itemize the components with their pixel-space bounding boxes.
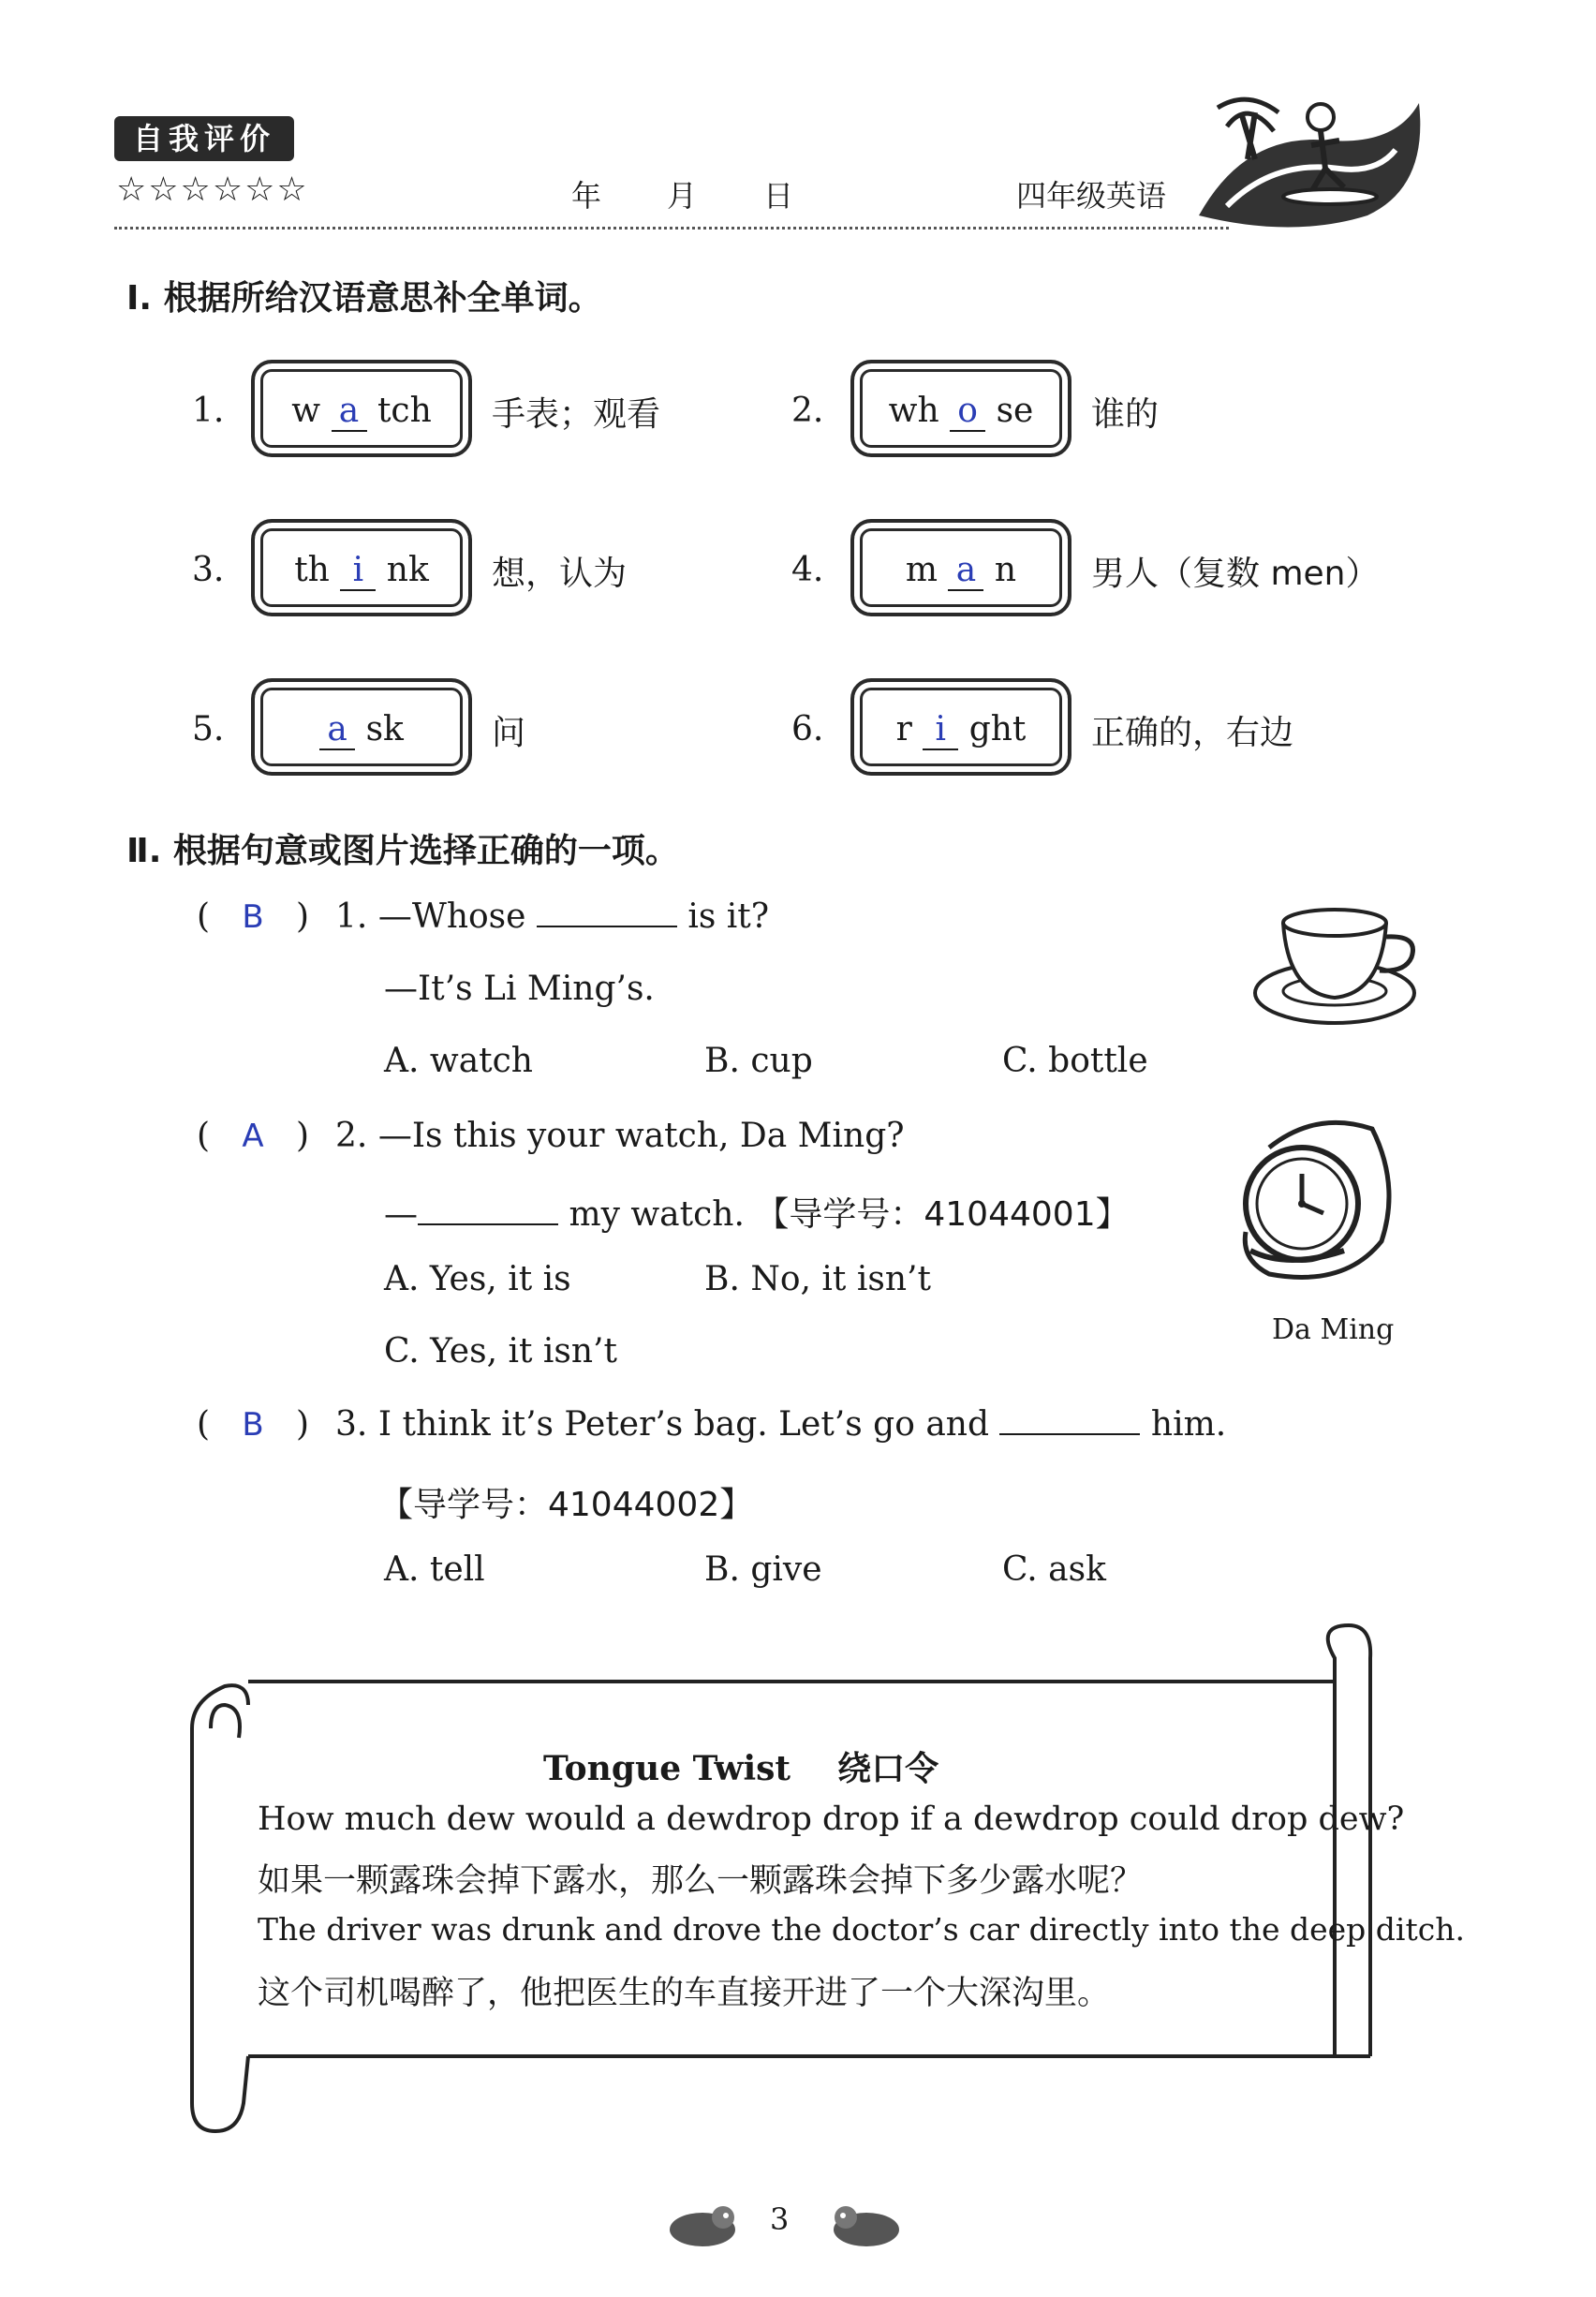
q1-answer: B <box>242 898 264 936</box>
item5-number: 5. <box>192 710 225 748</box>
q2-blank <box>418 1195 558 1225</box>
meaning-4: 男人（复数 men） <box>1091 555 1380 593</box>
bird-right-icon <box>820 2197 904 2253</box>
tongue-twist-line-4: 这个司机喝醉了，他把医生的车直接开进了一个大深沟里。 <box>258 1975 1111 2012</box>
q2-answer-bracket: ( A ) <box>197 1117 310 1155</box>
item4-number: 4. <box>791 551 824 589</box>
surfer-illustration <box>1190 75 1433 234</box>
q1-line2: —It’s Li Ming’s. <box>384 970 655 1008</box>
section1-title: Ⅰ. 根据所给汉语意思补全单词。 <box>126 279 602 318</box>
q3-option-b: B. give <box>704 1550 822 1589</box>
word-5-suffix: sk <box>365 710 404 748</box>
word-6-prefix: r <box>895 710 912 748</box>
word-4-suffix: n <box>994 551 1017 589</box>
word-4-prefix: m <box>905 551 938 589</box>
q2-line2: — my watch. 【导学号：41044001】 <box>384 1195 1130 1234</box>
tongue-twist-line-1: How much dew would a dewdrop drop if a dewdrop could drop dew? <box>258 1801 1405 1838</box>
q1-number: 1. <box>335 897 368 936</box>
word-2-suffix: se <box>996 392 1034 430</box>
q1-option-a: A. watch <box>384 1042 533 1080</box>
q1-option-b: B. cup <box>704 1042 813 1080</box>
q2-option-c: C. Yes, it isn’t <box>384 1332 617 1371</box>
q3-answer: B <box>242 1406 264 1444</box>
q1-option-c: C. bottle <box>1002 1042 1148 1080</box>
q3-text-a: I think it’s Peter’s bag. Let’s go and <box>377 1405 990 1444</box>
q2-answer: A <box>242 1118 264 1155</box>
q2-line1 <box>335 1117 905 1155</box>
item3-number: 3. <box>192 551 225 589</box>
word-2-answer: o <box>950 392 985 432</box>
q2-text-b: my watch. <box>569 1195 745 1234</box>
word-1-suffix: tch <box>377 392 432 430</box>
tongue-twist-title-en: Tongue Twist <box>543 1749 791 1788</box>
item2-number: 2. <box>791 392 824 430</box>
q2-number: 2. <box>335 1117 368 1155</box>
q2-reference: 【导学号：41044001】 <box>755 1195 1130 1234</box>
word-6 <box>854 710 1068 750</box>
q3-text-b: him. <box>1150 1405 1227 1444</box>
q1-text-b: is it? <box>687 897 770 936</box>
q1-text-a: —Whose <box>377 897 526 936</box>
q3-reference: 【导学号：41044002】 <box>379 1486 754 1524</box>
word-6-answer: i <box>923 710 958 750</box>
item1-number: 1. <box>192 392 225 430</box>
word-5-answer: a <box>319 710 355 750</box>
word-3 <box>255 551 468 591</box>
tongue-twist-line-2: 如果一颗露珠会掉下露水，那么一颗露珠会掉下多少露水呢？ <box>258 1862 1144 1900</box>
q1-blank <box>537 897 677 927</box>
q3-number: 3. <box>335 1405 368 1444</box>
self-evaluation-badge: 自我评价 <box>114 116 294 161</box>
meaning-6: 正确的，右边 <box>1091 714 1294 752</box>
cup-illustration <box>1250 899 1428 1030</box>
tongue-twist-line-3: The driver was drunk and drove the doctor’s car directly into the deep ditch. <box>258 1911 1465 1948</box>
q3-answer-bracket: ( B ) <box>197 1405 310 1444</box>
month-label: 月 <box>667 178 698 214</box>
item6-number: 6. <box>791 710 824 748</box>
q3-option-a: A. tell <box>384 1550 485 1589</box>
word-1-prefix: w <box>291 392 321 430</box>
meaning-3: 想，认为 <box>492 555 628 593</box>
word-1-answer: a <box>332 392 367 432</box>
word-6-suffix: ght <box>968 710 1027 748</box>
section2-title: Ⅱ. 根据句意或图片选择正确的一项。 <box>126 832 679 870</box>
word-3-answer: i <box>340 551 376 591</box>
word-4-answer: a <box>948 551 983 591</box>
word-2 <box>854 392 1068 432</box>
header-divider <box>114 227 1229 230</box>
day-label: 日 <box>763 178 794 214</box>
rating-stars: ☆☆☆☆☆☆ <box>116 170 309 209</box>
bird-left-icon <box>665 2197 749 2253</box>
watch-caption: Da Ming <box>1272 1313 1395 1346</box>
q2-option-a: A. Yes, it is <box>384 1260 571 1298</box>
page-number: 3 <box>770 2201 790 2237</box>
word-3-prefix: th <box>294 551 330 589</box>
year-label: 年 <box>571 178 602 214</box>
word-2-prefix: wh <box>888 392 939 430</box>
q2-option-b: B. No, it isn’t <box>704 1260 931 1298</box>
meaning-2: 谁的 <box>1091 395 1160 434</box>
q1-line1 <box>335 897 769 936</box>
q2-text: —Is this your watch, Da Ming? <box>377 1117 905 1155</box>
q1-answer-bracket: ( B ) <box>197 897 310 936</box>
tongue-twist-title-cn: 绕口令 <box>837 1750 939 1788</box>
word-4 <box>854 551 1068 591</box>
word-1 <box>255 392 468 432</box>
word-3-suffix: nk <box>386 551 429 589</box>
tongue-twist-title <box>543 1742 938 1790</box>
watch-illustration <box>1232 1110 1400 1297</box>
meaning-5: 问 <box>492 714 526 752</box>
q3-blank <box>999 1405 1140 1435</box>
q3-option-c: C. ask <box>1002 1550 1106 1589</box>
grade-label: 四年级英语 <box>1016 178 1167 214</box>
q3-line1 <box>335 1405 1226 1444</box>
word-5 <box>255 710 468 750</box>
meaning-1: 手表；观看 <box>492 395 661 434</box>
